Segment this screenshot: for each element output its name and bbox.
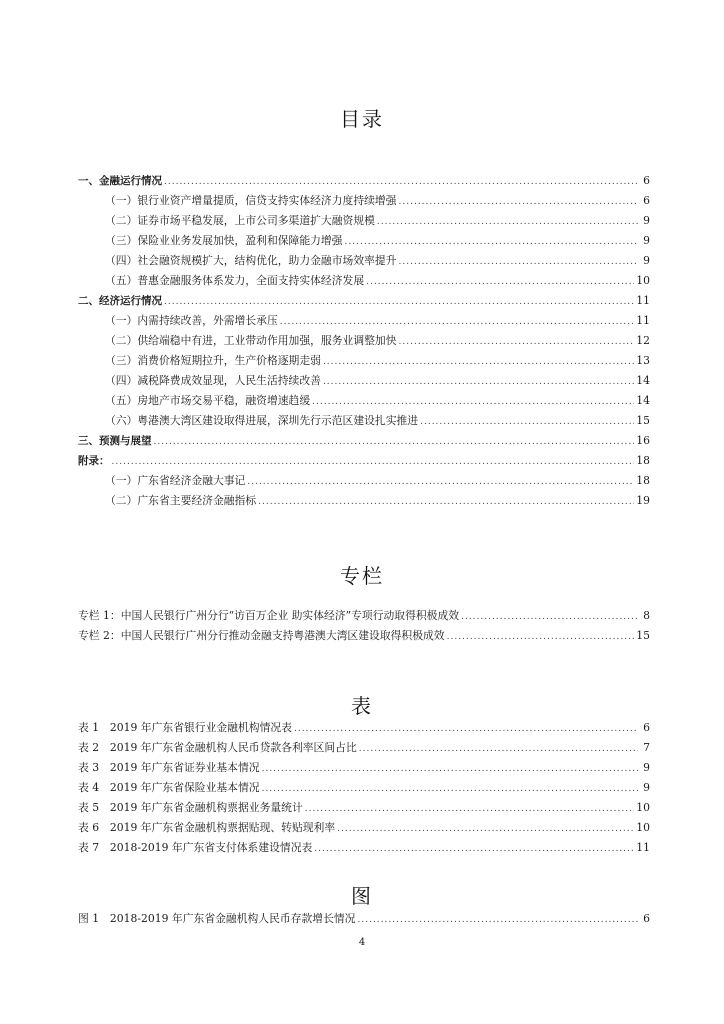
entry-page-number: 10 (636, 821, 650, 834)
toc-entry[interactable] (78, 331, 650, 351)
entry-label: （一）广东省经济金融大事记 (105, 474, 246, 487)
dot-leader (164, 172, 638, 192)
tables-entry[interactable] (78, 738, 650, 758)
dot-leader (399, 332, 635, 352)
entry-label: 表 6 2019 年广东省金融机构票据贴现、转贴现利率 (78, 821, 336, 834)
entry-label: 表 4 2019 年广东省保险业基本情况 (78, 781, 260, 794)
entry-label: 专栏 1：中国人民银行广州分行“访百万企业 助实体经济”专项行动取得积极成效 (78, 609, 460, 622)
dot-leader (323, 372, 634, 392)
tables-entry[interactable] (78, 758, 650, 778)
entry-page-number: 11 (636, 294, 650, 307)
entry-label: （二）供给端稳中有进，工业带动作用加强，服务业调整加快 (105, 334, 397, 347)
dot-leader (294, 719, 638, 739)
dot-leader (359, 739, 638, 759)
dot-leader (262, 779, 638, 799)
page-number: 4 (358, 937, 366, 948)
dot-leader (164, 292, 634, 312)
entry-page-number: 7 (643, 741, 650, 754)
dot-leader (312, 392, 634, 412)
entry-label: （四）减税降费成效显现，人民生活持续改善 (105, 374, 321, 387)
entry-label: 表 7 2018-2019 年广东省支付体系建设情况表 (78, 841, 313, 854)
entry-page-number: 6 (643, 721, 650, 734)
toc-entry[interactable] (78, 231, 650, 251)
dot-leader (258, 492, 634, 512)
entry-page-number: 14 (636, 374, 650, 387)
dot-leader (337, 819, 634, 839)
entry-page-number: 18 (636, 454, 650, 467)
tables-list (78, 718, 650, 858)
entry-page-number: 9 (643, 234, 650, 247)
entry-label: 专栏 2：中国人民银行广州分行推动金融支持粤港澳大湾区建设取得积极成效 (78, 629, 445, 642)
figures-heading: 图 (351, 884, 373, 908)
dot-leader (280, 312, 635, 332)
entry-label: （五）房地产市场交易平稳，融资增速趋缓 (105, 394, 311, 407)
dot-leader (447, 627, 635, 647)
tables-entry[interactable] (78, 718, 650, 738)
toc-entry[interactable] (78, 211, 650, 231)
toc-list (78, 171, 650, 511)
toc-entry[interactable] (78, 491, 650, 511)
dot-leader (112, 452, 635, 472)
tables-heading: 表 (351, 694, 373, 718)
toc-entry[interactable] (78, 471, 650, 491)
entry-label: 表 3 2019 年广东省证券业基本情况 (78, 761, 260, 774)
entry-label: （三）保险业业务发展加快，盈利和保障能力增强 (105, 234, 343, 247)
toc-entry[interactable] (78, 451, 650, 471)
figures-entry[interactable] (78, 909, 650, 929)
toc-entry[interactable] (78, 391, 650, 411)
entry-page-number: 9 (643, 781, 650, 794)
entry-label: 三、预测与展望 (78, 435, 152, 447)
toc-entry[interactable] (78, 271, 650, 291)
columns-entry[interactable] (78, 606, 650, 626)
entry-page-number: 19 (636, 494, 650, 507)
entry-page-number: 12 (636, 334, 650, 347)
entry-page-number: 10 (636, 274, 650, 287)
entry-page-number: 6 (643, 194, 650, 207)
toc-entry[interactable] (78, 431, 650, 451)
entry-page-number: 8 (643, 609, 650, 622)
entry-label: 表 1 2019 年广东省银行业金融机构情况表 (78, 721, 292, 734)
entry-page-number: 13 (636, 354, 650, 367)
dot-leader (345, 232, 638, 252)
dot-leader (314, 839, 634, 859)
entry-label: 附录： (78, 455, 110, 467)
entry-label: 表 2 2019 年广东省金融机构人民币贷款各利率区间占比 (78, 741, 357, 754)
dot-leader (377, 212, 638, 232)
dot-leader (262, 759, 638, 779)
entry-label: （四）社会融资规模扩大，结构优化，助力金融市场效率提升 (105, 254, 397, 267)
entry-label: 一、金融运行情况 (78, 175, 162, 187)
entry-label: （一）内需持续改善，外需增长承压 (105, 314, 278, 327)
entry-page-number: 15 (636, 629, 650, 642)
dot-leader (366, 272, 634, 292)
entry-label: （二）广东省主要经济金融指标 (105, 494, 257, 507)
columns-list (78, 606, 650, 646)
columns-heading: 专栏 (340, 564, 384, 588)
entry-label: 二、经济运行情况 (78, 295, 162, 307)
entry-page-number: 9 (643, 254, 650, 267)
toc-entry[interactable] (78, 351, 650, 371)
tables-entry[interactable] (78, 778, 650, 798)
entry-page-number: 14 (636, 394, 650, 407)
entry-page-number: 9 (643, 214, 650, 227)
entry-label: 图 1 2018-2019 年广东省金融机构人民币存款增长情况 (78, 912, 356, 925)
entry-label: （一）银行业资产增量提质，信贷支持实体经济力度持续增强 (105, 194, 397, 207)
entry-page-number: 18 (636, 474, 650, 487)
dot-leader (154, 432, 635, 452)
columns-entry[interactable] (78, 626, 650, 646)
entry-page-number: 11 (636, 841, 650, 854)
dot-leader (461, 607, 638, 627)
dot-leader (399, 192, 638, 212)
toc-entry[interactable] (78, 371, 650, 391)
toc-entry[interactable] (78, 411, 650, 431)
dot-leader (357, 910, 638, 930)
dot-leader (420, 412, 634, 432)
toc-entry[interactable] (78, 171, 650, 191)
entry-page-number: 16 (636, 434, 650, 447)
entry-label: （三）消费价格短期拉升，生产价格逐期走弱 (105, 354, 321, 367)
entry-page-number: 9 (643, 761, 650, 774)
toc-entry[interactable] (78, 291, 650, 311)
entry-page-number: 11 (636, 314, 650, 327)
tables-entry[interactable] (78, 818, 650, 838)
dot-leader (247, 472, 634, 492)
figures-list (78, 909, 650, 929)
toc-heading: 目录 (340, 107, 384, 131)
entry-label: （二）证券市场平稳发展，上市公司多渠道扩大融资规模 (105, 214, 375, 227)
dot-leader (305, 799, 634, 819)
tables-entry[interactable] (78, 838, 650, 858)
entry-page-number: 6 (643, 174, 650, 187)
entry-page-number: 6 (643, 912, 650, 925)
dot-leader (323, 352, 634, 372)
entry-label: （五）普惠金融服务体系发力，全面支持实体经济发展 (105, 274, 365, 287)
tables-entry[interactable] (78, 798, 650, 818)
toc-entry[interactable] (78, 251, 650, 271)
toc-entry[interactable] (78, 191, 650, 211)
entry-label: 表 5 2019 年广东省金融机构票据业务量统计 (78, 801, 303, 814)
entry-label: （六）粤港澳大湾区建设取得进展，深圳先行示范区建设扎实推进 (105, 414, 419, 427)
toc-entry[interactable] (78, 311, 650, 331)
entry-page-number: 15 (636, 414, 650, 427)
entry-page-number: 10 (636, 801, 650, 814)
dot-leader (399, 252, 638, 272)
